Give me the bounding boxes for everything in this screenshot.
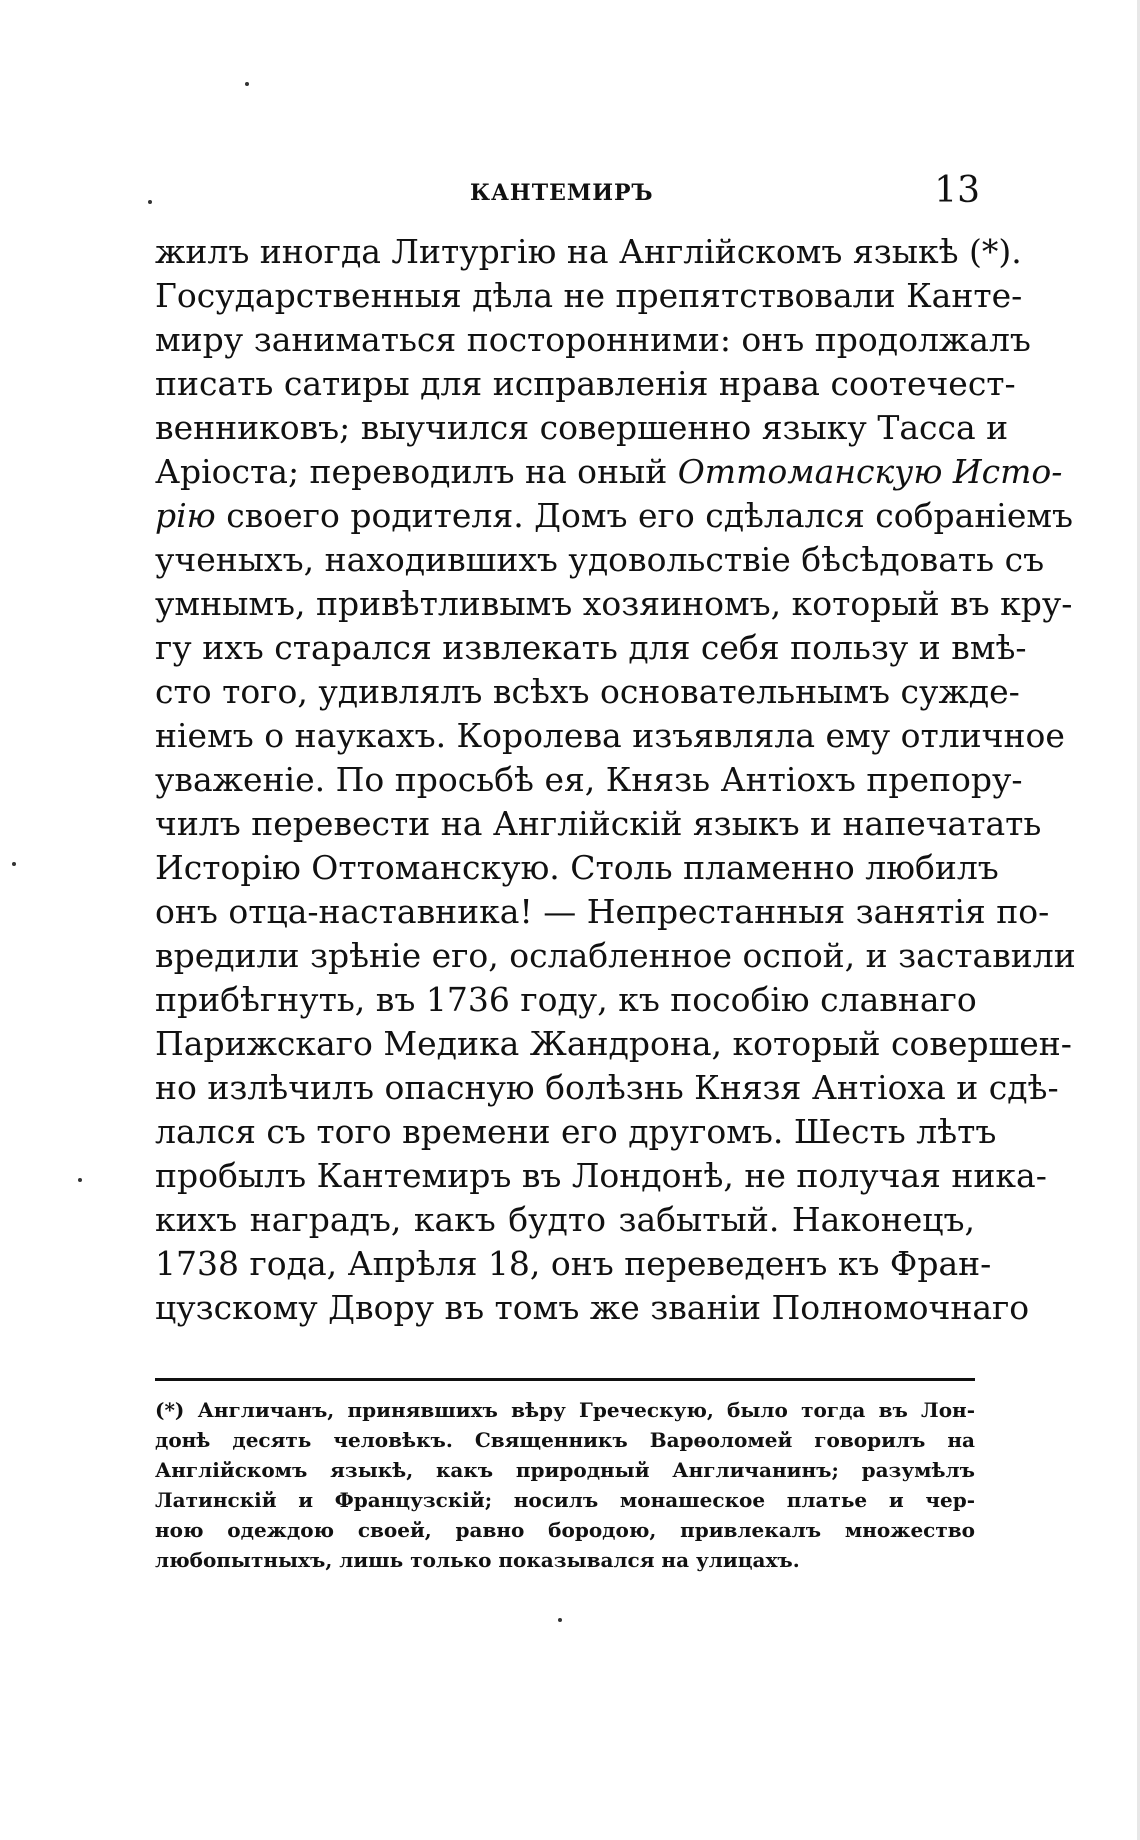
text-line: Исторію Оттоманскую. Столь пламенно любилъ [155, 848, 999, 887]
text-line: Парижскаго Медика Жандрона, который совершен- [155, 1024, 1072, 1063]
main-text [155, 230, 1076, 1330]
footnote-line: Англійскомъ языкѣ, какъ природный Англичанинъ; разумѣлъ [155, 1458, 975, 1482]
footnote-divider [155, 1378, 975, 1381]
text-line: чилъ перевести на Англійскій языкъ и напечатать [155, 804, 1042, 843]
text-line: Государственныя дѣла не препятствовали Канте- [155, 276, 1023, 315]
print-speck [245, 82, 249, 86]
text-line: цузскому Двору въ томъ же званіи Полномочнаго [155, 1288, 1030, 1327]
text-line: онъ отца-наставника! — Непрестанныя занятія по- [155, 892, 1050, 931]
text-segment: Аріоста; переводилъ на оный [155, 452, 678, 491]
text-line: вредили зрѣніе его, ослабленное оспой, и заставили [155, 936, 1076, 975]
print-speck [558, 1618, 562, 1622]
text-line: гу ихъ старался извлекать для себя пользу и вмѣ- [155, 628, 1027, 667]
page-number: 13 [934, 170, 980, 211]
italic-book-title-end: рію [155, 496, 216, 535]
text-line: жилъ иногда Литургію на Англійскомъ языкѣ (*). [155, 232, 1022, 271]
text-line: лался съ того времени его другомъ. Шесть лѣтъ [155, 1112, 997, 1151]
text-line: писать сатиры для исправленія нрава соотечест- [155, 364, 1016, 403]
text-line: прибѣгнуть, въ 1736 году, къ пособію славнаго [155, 980, 977, 1019]
text-line: ніемъ о наукахъ. Королева изъявляла ему отличное [155, 716, 1065, 755]
text-line: сто того, удивлялъ всѣхъ основательнымъ сужде- [155, 672, 1020, 711]
print-speck [148, 200, 152, 204]
text-line: 1738 года, Апрѣля 18, онъ переведенъ къ Фран- [155, 1244, 992, 1283]
footnote-line: (*) Англичанъ, принявшихъ вѣру Греческую, было тогда въ Лон- [155, 1398, 975, 1422]
running-head: КАНТЕМИРЪ [470, 180, 654, 206]
text-line [155, 494, 1074, 538]
print-speck [12, 862, 16, 866]
print-speck [78, 1178, 82, 1182]
text-line [155, 450, 1063, 494]
text-line: умнымъ, привѣтливымъ хозяиномъ, который въ кру- [155, 584, 1073, 623]
text-line: ученыхъ, находившихъ удовольствіе бѣсѣдовать съ [155, 540, 1045, 579]
text-line: но излѣчилъ опасную болѣзнь Князя Антіоха и сдѣ- [155, 1068, 1059, 1107]
text-line: кихъ наградъ, какъ будто забытый. Наконецъ, [155, 1200, 975, 1239]
text-line: венниковъ; выучился совершенно языку Тасса и [155, 408, 1009, 447]
text-segment: своего родителя. Домъ его сдѣлался собраніемъ [215, 496, 1074, 535]
footnote-line: Латинскій и Французскій; носилъ монашеское платье и чер- [155, 1488, 975, 1512]
footnote [155, 1395, 975, 1575]
footnote-line: любопытныхъ, лишь только показывался на улицахъ. [155, 1548, 800, 1572]
footnote-line: донѣ десять человѣкъ. Священникъ Варѳоломей говорилъ на [155, 1428, 975, 1452]
page-header [160, 170, 980, 230]
text-line: уваженіе. По просьбѣ ея, Князь Антіохъ препору- [155, 760, 1023, 799]
text-line: пробылъ Кантемиръ въ Лондонѣ, не получая ника- [155, 1156, 1047, 1195]
footnote-line: ною одеждою своей, равно бородою, привлекалъ множество [155, 1518, 975, 1542]
text-line: миру заниматься посторонними: онъ продолжалъ [155, 320, 1031, 359]
italic-book-title: Оттоманскую Исто- [677, 452, 1063, 491]
